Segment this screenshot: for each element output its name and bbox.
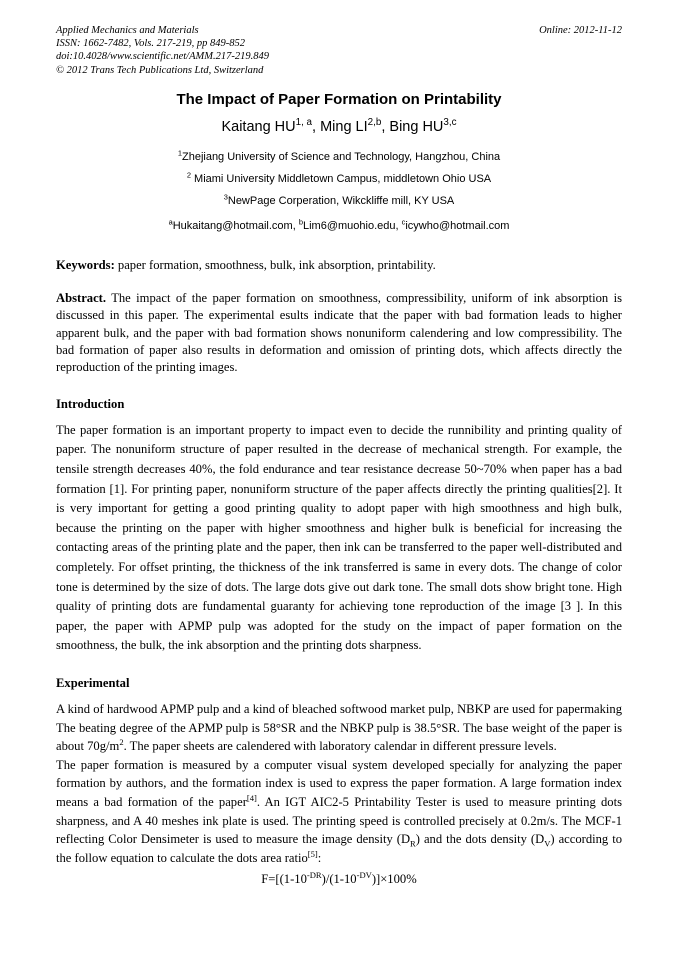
dots-area-ratio-formula <box>56 872 622 887</box>
affiliation-2 <box>56 168 622 190</box>
author-1-affil-marker: 1, a <box>295 116 313 128</box>
author-list <box>56 116 622 135</box>
affiliation-2-text: Miami University Middletown Campus, middletown Ohio USA <box>190 172 492 185</box>
keywords-block <box>56 258 622 273</box>
abstract-text: The impact of the paper formation on smoothness, compressibility, uniform of ink absorption is discussed in this paper. The experimental esults indicate that the paper with bad formation leads to higher apparent bulk, and the paper with bad formation shows nonuniform calendering and low compressibility. The bad formation of paper also results in deformation and omission of printing dots, which affects directly the reproduction of the printing images. <box>56 290 622 375</box>
email-a[interactable]: Hukaitang@hotmail.com, <box>172 219 299 232</box>
experimental-p1-part-b: . The paper sheets are calendered with laboratory calendar in different pressure levels. <box>123 739 557 754</box>
abstract-block <box>56 290 622 377</box>
experimental-p1-part-a: A kind of hardwood APMP pulp and a kind of bleached softwood market pulp, NBKP are used for papermaking The beating degree of the APMP pulp is 58°SR and the NBKP pulp is 38.5°SR. The base weight of the paper is about 70g/m <box>56 701 622 754</box>
author-emails <box>56 217 622 232</box>
formula-part-b: )/(1-10 <box>321 872 357 887</box>
formula-exponent-dv: -DV <box>356 870 372 881</box>
experimental-p2-ref-5: [5] <box>307 848 318 859</box>
keywords-text: paper formation, smoothness, bulk, ink absorption, printability. <box>114 257 436 272</box>
keywords-label: Keywords: <box>56 257 115 272</box>
author-3-name: Bing HU <box>389 118 444 135</box>
online-date: Online: 2012-11-12 <box>539 25 622 36</box>
author-separator-2: , <box>381 118 390 135</box>
author-2-affil-marker: 2,b <box>367 116 382 128</box>
formula-part-c: )]×100% <box>371 872 417 887</box>
affiliation-3-marker: 3 <box>223 192 228 202</box>
author-1-name: Kaitang HU <box>221 118 296 135</box>
affiliation-1-text: Zhejiang University of Science and Technology, Hangzhou, China <box>181 150 501 163</box>
email-c-marker: c <box>401 217 406 227</box>
copyright-line: © 2012 Trans Tech Publications Ltd, Switzerland <box>56 64 264 76</box>
page-title: The Impact of Paper Formation on Printability <box>176 90 502 108</box>
issn-line: ISSN: 1662-7482, Vols. 217-219, pp 849-852 <box>56 38 245 50</box>
introduction-paragraph: The paper formation is an important property to impact even to decide the runnibility and printing quality of paper. The nonuniform structure of paper resulted in the decrease of mechanical strength. For example, the tensile strength decreases 40%, the fold endurance and tear resistance decrease 50~70% when paper has a bad formation [1]. For printing paper, nonuniform structure of the paper affects directly the printing qualities[2]. It is very important for getting a good printing quality to adopt paper with high smoothness and high bulk, because the printing on the paper with higher smoothness and higher bulk is beneficial for increasing the contacting areas of the printing plate and the paper, then ink can be transferred to the paper well-distributed and completely. For offset printing, the thickness of the ink transferred is same in every dots. The change of color tone is determined by the size of dots. The large dots give out dark tone. The small dots show bright tone. High quality of printing dots are fundamental guaranty for achieving tone reproduction of the image [3 ]. In this paper, the paper with APMP pulp was adopted for the study on the impact of paper formation on the smoothness, the bulk, the ink absorption and the printing dots sharpness. <box>56 422 622 653</box>
affiliation-1-marker: 1 <box>177 148 182 158</box>
journal-name: Applied Mechanics and Materials <box>56 25 199 36</box>
email-b[interactable]: Lim6@muohio.edu, <box>302 219 402 232</box>
experimental-p2-part-c: ) and the dots density (D <box>415 832 545 847</box>
formula-exponent-dr: -DR <box>306 870 322 881</box>
experimental-p2-ref-4: [4] <box>246 792 257 803</box>
abstract-label: Abstract. <box>56 290 107 305</box>
experimental-p2-part-a: The paper formation is measured by a computer visual system developed specially for analyzing the paper formation by authors, and the formation index is used to express the paper formation. A large formation index means a bad formation of the paper <box>56 757 622 809</box>
experimental-p1-superscript: 2 <box>119 736 124 747</box>
affiliation-2-marker: 2 <box>186 170 191 180</box>
experimental-p2-part-d: ) according to the follow equation to calculate the dots area ratio <box>56 832 623 865</box>
section-heading-experimental: Experimental <box>56 675 130 690</box>
email-c[interactable]: icywho@hotmail.com <box>405 219 510 232</box>
page-header <box>56 24 622 77</box>
experimental-p2-part-b: . An IGT AIC2-5 Printability Tester is used to measure printing dots sharpness, and A 40 meshes ink plate is used. The printing speed is controlled precisely at 0.2m/s. The MCF-1 reflecting Color Densimeter is used to measure the image density (D <box>56 794 623 847</box>
experimental-paragraph-2 <box>56 756 622 868</box>
experimental-p2-sub-v: V <box>544 838 551 849</box>
email-b-marker: b <box>298 217 303 227</box>
affiliation-3 <box>56 190 622 212</box>
doi-line: doi:10.4028/www.scientific.net/AMM.217-219.849 <box>56 51 269 63</box>
author-2-name: Ming LI <box>320 118 368 135</box>
author-3-affil-marker: 3,c <box>443 116 457 128</box>
affiliation-1 <box>56 146 622 168</box>
experimental-p2-part-e: : <box>317 850 322 865</box>
author-separator-1: , <box>312 118 321 135</box>
email-a-marker: a <box>168 217 173 227</box>
experimental-paragraph-1 <box>56 700 622 756</box>
affiliation-3-text: NewPage Corperation, Wikckliffe mill, KY USA <box>227 194 455 207</box>
header-left-block <box>56 24 452 77</box>
formula-part-a: F=[(1-10 <box>261 872 307 887</box>
experimental-p2-sub-r: R <box>410 838 416 849</box>
section-heading-introduction: Introduction <box>56 396 125 411</box>
